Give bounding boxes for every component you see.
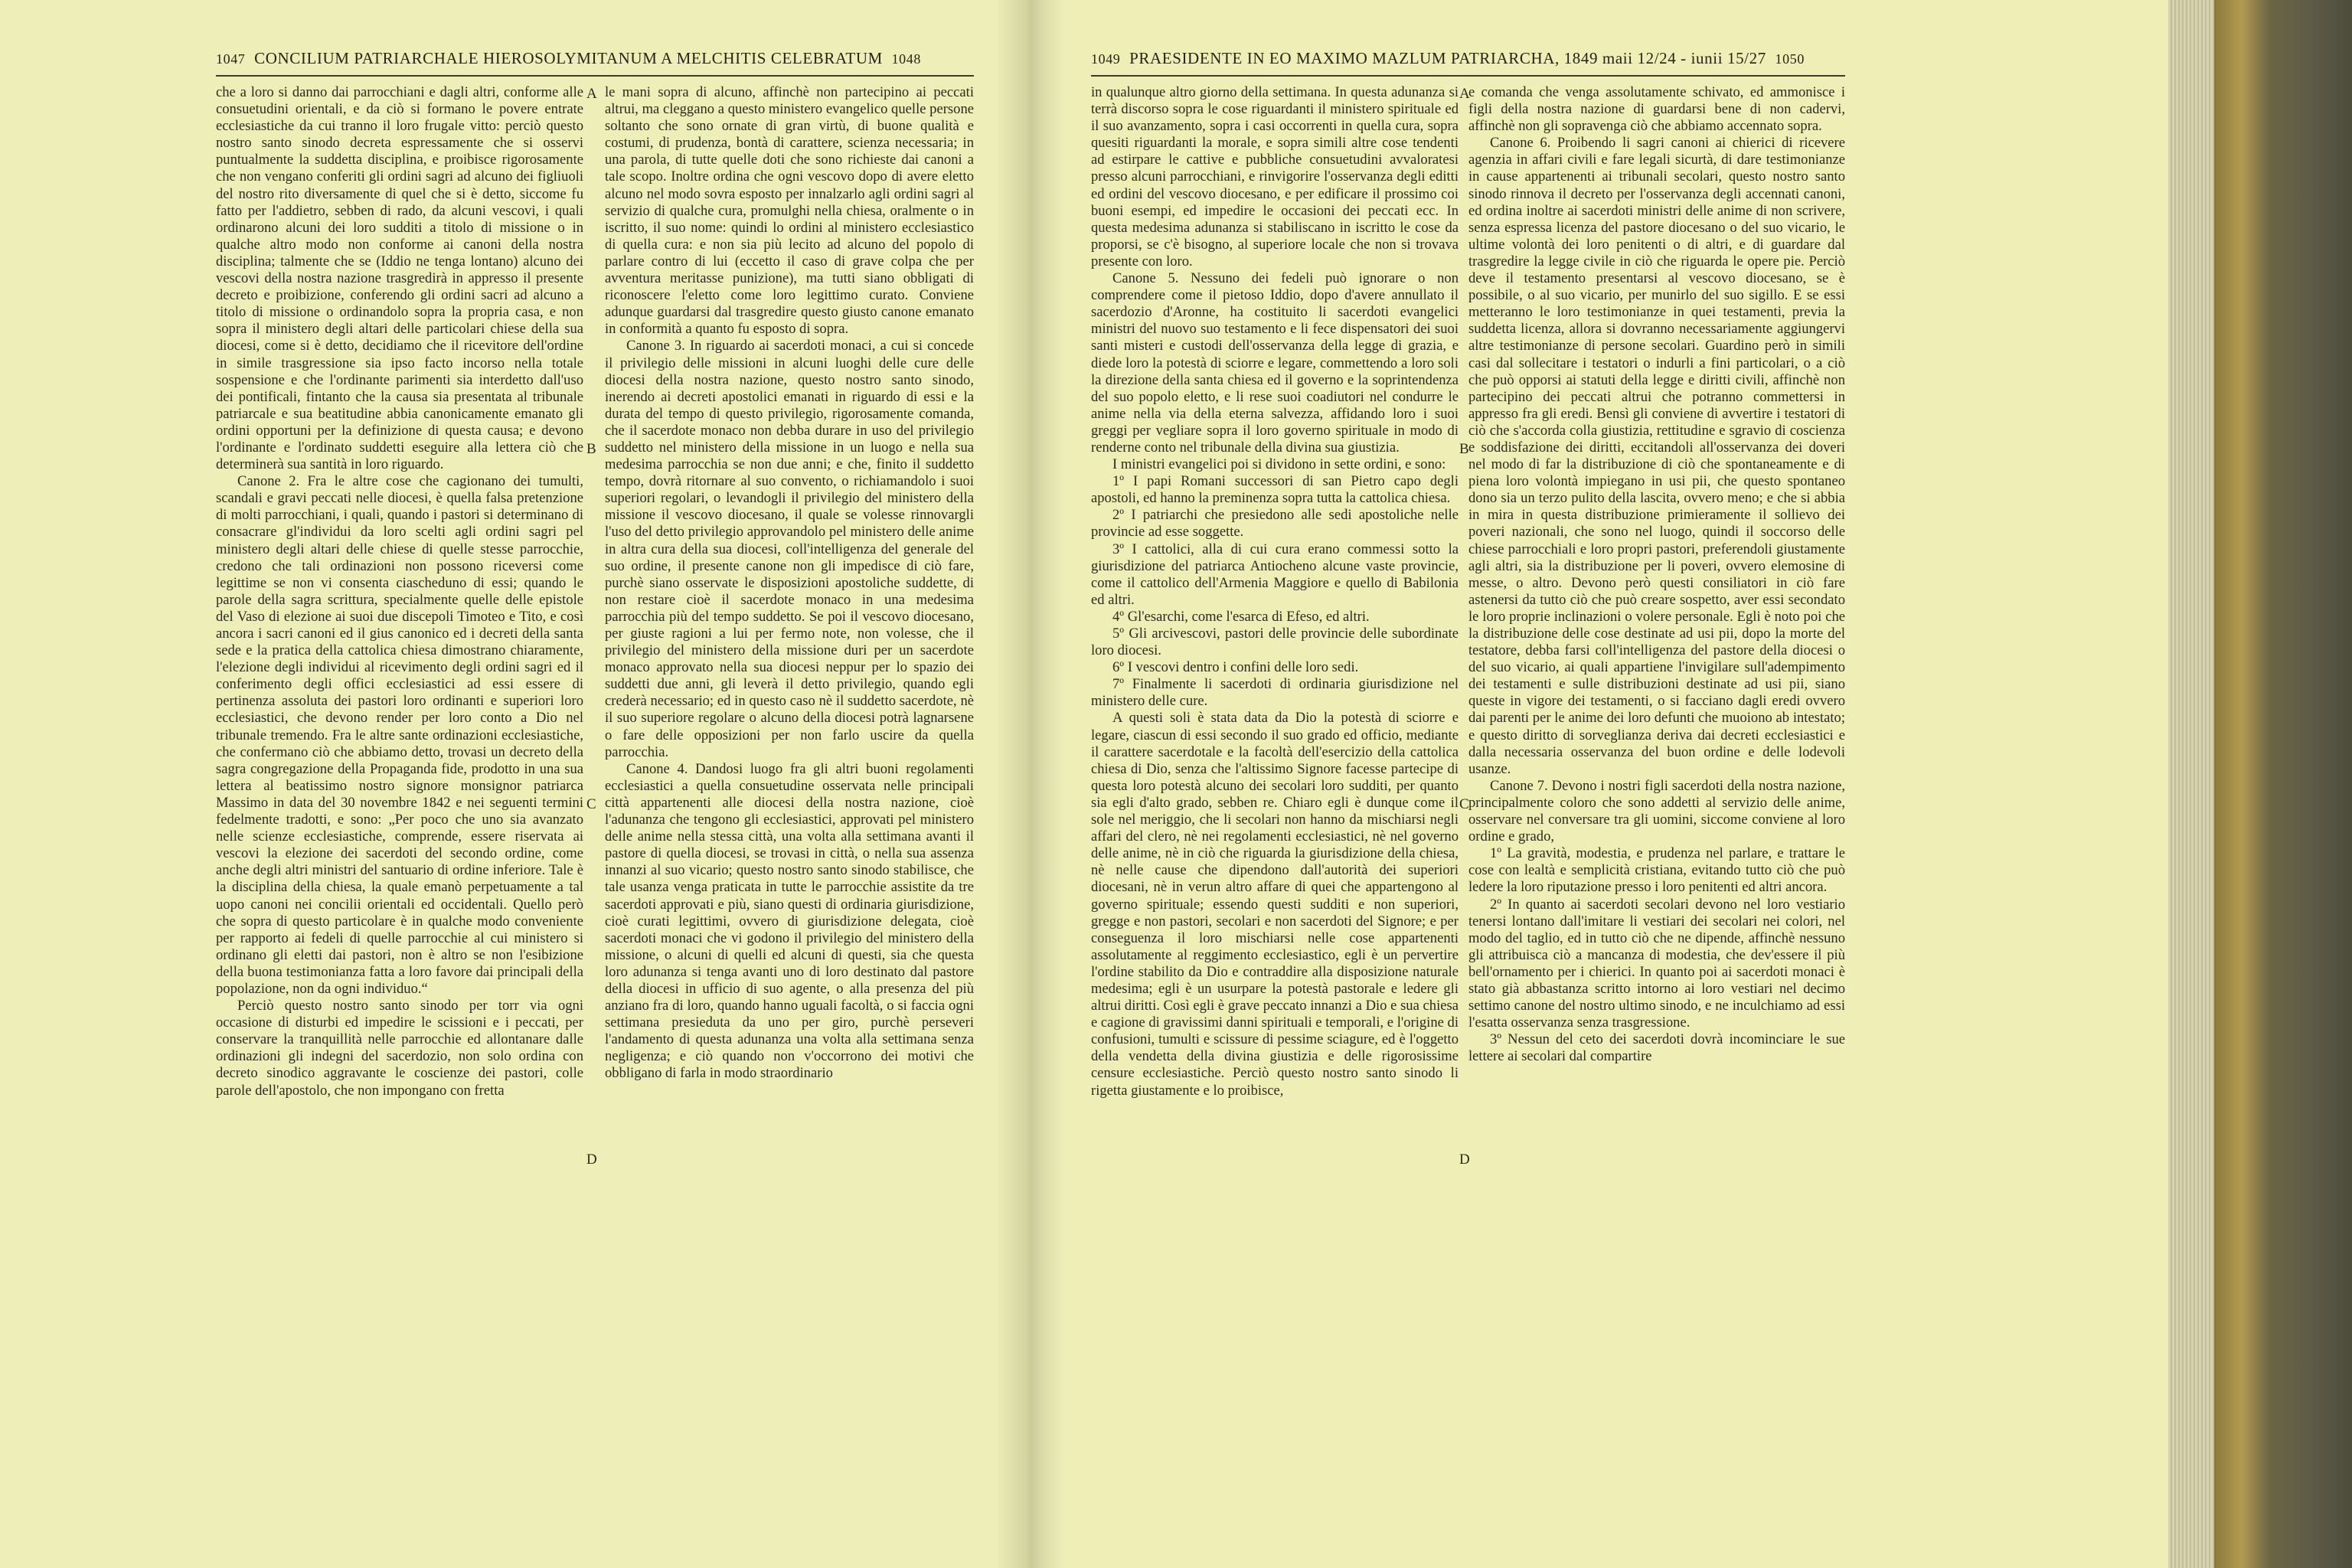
paragraph: Canone 3. In riguardo ai sacerdoti monaci, a cui si concede il privilegio delle missioni in alcuni luoghi delle cure delle diocesi della nostra nazione, questo nostro santo sinodo, inerendo ai decreti apostolici emanati in riguardo di essi e la durata del tempo di questo privilegio, rigorosamente comanda, che il sacerdote monaco non debba durare in uso del privilegio suddetto nel ministero della missione in un luogo e nella sua medesima parrocchia se non due anni; e che, finito il suddetto tempo, dovrà ritornare al suo convento, o richiamandolo i suoi superiori regolari, o levandogli il privilegio del ministero della missione il vescovo diocesano, il quale se volesse rinnovargli l'uso del detto privilegio approvandolo pel ministero delle anime in altra cura della sua diocesi, coll'intelligenza del generale del suo ordine, il presente canone non gli impedisce di ciò fare, purchè siano osservate le disposizioni apostoliche suddette, di non restare cioè il sacerdote monaco in una medesima parrocchia più del tempo suddetto. Se poi il vescovo diocesano, per giuste ragioni a lui per fermo note, non volesse, che il privilegio del ministero della missione duri per un sacerdote monaco approvato nella sua diocesi neppur per lo spazio dei suddetti due anni, gli leverà il detto privilegio, quando egli crederà necessario; ed in questo caso nè il suddetto sacerdote, nè il suo superiore regolare o alcuno della diocesi potrà lagnarsene o fare delle opposizioni per non farlo uscire da quella parrocchia.: [605, 338, 974, 760]
page-number-1048: 1048: [891, 51, 921, 67]
paragraph: 2º In quanto ai sacerdoti secolari devono nel loro vestiario tenersi lontano dall'imitare li vestiari dei secolari nei colori, nel modo del taglio, ed in tutto ciò che ne dipende, affinchè nessuno gli attribuisca ciò a mancanza di modestia, che dev'essere il più bell'ornamento per i chierici. In quanto poi ai sacerdoti monaci è stato già abbastanza scritto intorno ai loro vestiari nel decimo settimo canone del nostro ultimo sinodo, e ne inculchiamo ad essi l'esatta osservanza senza trasgressione.: [1468, 896, 1845, 1031]
right-running-title: PRAESIDENTE IN EO MAXIMO MAZLUM PATRIARCHA, 1849 maii 12/24 - iunii 15/27: [1129, 49, 1766, 67]
paragraph: 3º I cattolici, alla di cui cura erano commessi sotto la giurisdizione del patriarca Antiocheno alcune vaste provincie, come il cattolico dell'Armenia Maggiore e quello di Babilonia ed altri.: [1091, 541, 1459, 608]
margin-marker-a-left: A: [586, 86, 597, 102]
margin-marker-b-right: B: [1459, 441, 1469, 457]
paragraph: 2º I patriarchi che presiedono alle sedi apostoliche nelle provincie ad esse soggette.: [1091, 507, 1459, 541]
margin-marker-a-right: A: [1459, 86, 1470, 102]
paragraph: Canone 5. Nessuno dei fedeli può ignorare o non comprendere come il pietoso Iddio, dopo d'avere annullato il sacerdozio d'Aronne, ha costituito li sacerdoti evangelici ministri del nuovo suo testamento e li fece dispensatori dei suoi santi misteri e custodi dell'osservanza della legge di grazia, e diede loro la potestà di sciorre e legare, commettendo a loro soli la direzione della santa chiesa ed il governo e la soprintendenza del suo popolo eletto, e li rese suoi coadiutori nel condurre le anime nella via della eterna salvezza, affidando loro i suoi greggi per vegliare sopra il loro governo spirituale in modo di renderne conto nel tribunale della divina sua giustizia.: [1091, 270, 1459, 456]
paragraph: in qualunque altro giorno della settimana. In questa adunanza si terrà discorso sopra le cose riguardanti il ministero spirituale ed il suo avanzamento, sopra i casi occorrenti in quella cura, sopra quesiti riguardanti la morale, e sopra simili altre cose tendenti ad estirpare le cattive e pubbliche consuetudini avvaloratesi presso alcuni parrocchiani, e rinvigorire l'osservanza degli editti ed ordini del vescovo diocesano, e per edificare il prossimo coi buoni esempi, ed impedire le occasioni dei peccati ecc. In questa medesima adunanza si stabiliscano in iscritto le cose da proporsi, se c'è bisogno, al superiore locale che non si trovava presente con loro.: [1091, 84, 1459, 270]
page-edges: [2168, 0, 2214, 1568]
paragraph: 1º I papi Romani successori di san Pietro capo degli apostoli, ed hanno la preminenza sopra tutta la cattolica chiesa.: [1091, 473, 1459, 507]
book-cover-edge: [2214, 0, 2352, 1568]
paragraph: A questi soli è stata data da Dio la potestà di sciorre e legare, ciascun di essi secondo il suo grado ed officio, mediante il carattere sacerdotale e la facoltà dell'esercizio della cattolica chiesa di Dio, senza che l'altissimo Signore facesse partecipe di questa loro potestà alcuno dei secolari loro sudditi, per quanto sia egli d'alto grado, sebben re. Chiaro egli è dunque come il sole nel meriggio, che li secolari non hanno da mischiarsi negli affari del clero, nè nei regolamenti ecclesiastici, nè nel governo delle anime, nè in ciò che riguarda la giurisdizione della chiesa, nè nelle cause che dipendono dall'autorità dei superiori diocesani, nè in verun altro affare di quei che appartengono al governo spirituale; essendo questi sudditi e non superiori, gregge e non pastori, secolari e non sacerdoti del Signore; e per conseguenza il loro mischiarsi nelle cose appartenenti assolutamente al reggimento ecclesiastico, egli è un pervertire l'ordine stabilito da Dio e contraddire alla disposizione naturale medesima; egli è un usurpare la potestà pastorale e ledere gli altrui diritti. Così egli è grave peccato innanzi a Dio e sua chiesa e cagione di gravissimi danni spirituali e temporali, e l'origine di confusioni, tumulti e scissure di pessime sciagure, ed è l'oggetto della vendetta della divina giustizia e delle rigorosissime censure ecclesiastiche. Perciò questo nostro santo sinodo li rigetta giustamente e lo proibisce,: [1091, 710, 1459, 1099]
paragraph: che a loro si danno dai parrocchiani e dagli altri, conforme alle consuetudini orientali, e da ciò si formano le povere entrate ecclesiastiche da cui tranno il loro frugale vitto: perciò questo nostro santo sinodo decreta espressamente che si osservi puntualmente la suddetta disciplina, e proibisce rigorosamente che non vengano conferiti gli ordini sagri ad alcuno dei figliuoli del nostro rito diversamente di quel che si è detto, siccome fu fatto per l'addietro, sebben di rado, da alcuni vescovi, i quali ordinarono alcuni dei loro sudditi a titolo di missione o in qualche altro modo non conforme ai canoni della nostra disciplina; talmente che se (Iddio ne tenga lontano) alcuno dei vescovi della nostra nazione trasgredirà in appresso il presente decreto e proibizione, conferendo gli ordini sacri ad alcuno a titolo di missione o ordinandolo sopra la propria casa, e non sopra il ministero degli altari delle particolari chiese della sua diocesi, come si è detto, decidiamo che il ricevitore dell'ordine in simile trasgressione sia ipso facto incorso nella totale sospensione e che l'ordinante parimenti sia interdetto dall'uso dei pontificali, fintanto che la causa sia presentata al tribunale patriarcale e sua beatitudine abbia canonicamente emanato gli ordini opportuni per la definizione di questa causa; e devono l'ordinante e l'ordinato suddetti eseguire alla lettera ciò che determinerà sua santità in loro riguardo.: [216, 84, 583, 473]
paragraph: Canone 2. Fra le altre cose che cagionano dei tumulti, scandali e gravi peccati nelle diocesi, è quella falsa pretenzione di molti parrocchiani, i quali, quando i pastori si determinano di consacrare gl'individui da loro scelti agli ordini sagri pel ministero degli altari delle chiese di quelle stesse parrocchie, credono che tali ordinazioni non possono riceversi come legittime se non vi consenta ciascheduno di essi; quando le parole della sagra scrittura, specialmente quelle delle epistole del Vaso di elezione ai suoi due discepoli Timoteo e Tito, e così ancora i sacri canoni ed il gius canonico ed i decreti della santa sede e la pratica della cattolica chiesa dimostrano chiaramente, l'elezione degli individui al ricevimento degli ordini sagri ed il conferimento degli offici ecclesiastici ad essi essere di pertinenza assoluta dei pastori loro ordinanti e superiori loro ecclesiastici, che devono render per loro conto a Dio nel tribunale tremendo. Fra le altre sante ordinazioni ecclesiastiche, che confermano ciò che abbiamo detto, trovasi un decreto della sagra congregazione della Propaganda fide, prodotto in una sua lettera al beatissimo nostro signore monsignor patriarca Massimo in data del 30 novembre 1842 e nei seguenti termini fedelmente tradotti, e sono: „Per poco che uno sia avanzato nelle scienze ecclesiastiche, comprende, essere riservata ai vescovi la elezione dei sacerdoti del secondo ordine, come anche degli altri ministri del santuario di ordine inferiore. Tale è la disciplina della chiesa, la quale emanò perpetuamente a tal uopo canoni nei concilii orientali ed occidentali. Quello però che sopra di questo particolare è in qualche modo conveniente per rapporto ai fedeli di quelle parrocchie al cui ministero si ordinano gli eletti dai pastori, non è altro se non l'esibizione della buona testimonianza fatta a loro favore dai principali della popolazione, non da ogni individuo.“: [216, 473, 583, 997]
paragraph: 4º Gl'esarchi, come l'esarca di Efeso, ed altri.: [1112, 608, 1370, 625]
right-head-rule: [1091, 75, 1845, 77]
right-column-2: [1468, 84, 1845, 1539]
margin-marker-b-left: B: [586, 441, 596, 457]
paragraph: 1º La gravità, modestia, e prudenza nel parlare, e trattare le cose con lealtà e semplicità cristiana, evitando tutto ciò che può ledere la loro riputazione presso i loro penitenti ed altri ancora.: [1468, 845, 1845, 896]
left-column-1: [216, 84, 583, 1539]
paragraph: 6º I vescovi dentro i confini delle loro sedi.: [1112, 659, 1359, 676]
page-number-1047: 1047: [216, 51, 246, 67]
paragraph: Canone 4. Dandosi luogo fra gli altri buoni regolamenti ecclesiastici a quella consuetudine osservata nelle principali città appartenenti alle diocesi della nostra nazione, cioè l'adunanza che tengono gli ecclesiastici, approvati pel ministero delle anime nella stessa città, una volta alla settimana avanti il pastore di quella diocesi, se trovasi in città, o nella sua assenza innanzi al suo vicario; questo nostro santo sinodo stabilisce, che tale usanza venga praticata in tutte le parrocchie assistite da tre sacerdoti approvati e più, siano questi di ordinaria giurisdizione, cioè curati legittimi, ovvero di giurisdizione delegata, cioè sacerdoti monaci che vi godono il privilegio del ministero della missione, o alcuni di quelli ed alcuni di questi, sia che questa loro adunanza si tenga avanti uno di loro destinato dal pastore della diocesi in ufficio di suo agente, o alla presenza del più anziano fra di loro, quando hanno uguali facoltà, o si faccia ogni settimana presieduta da uno per giro, purchè perseveri l'andamento di questa adunanza una volta alla settimana senza negligenza; e ciò quando non v'occorrono dei motivi che obbligano di farla in modo straordinario: [605, 760, 974, 1082]
paragraph: 3º Nessun del ceto dei sacerdoti dovrà incominciare le sue lettere ai secolari dal compartire: [1468, 1031, 1845, 1065]
paragraph: 5º Gli arcivescovi, pastori delle provincie delle subordinate loro diocesi.: [1091, 626, 1459, 659]
book-gutter: [995, 0, 1064, 1568]
paragraph: I ministri evangelici poi si dividono in sette ordini, e sono:: [1112, 456, 1446, 473]
page-number-1049: 1049: [1091, 51, 1121, 67]
paragraph: e comanda che venga assolutamente schivato, ed ammonisce i figli della nostra nazione di guardarsi bene di non cadervi, affinchè non gli sopravenga ciò che abbiamo accennato sopra.: [1468, 84, 1845, 135]
left-running-title: CONCILIUM PATRIARCHALE HIEROSOLYMITANUM A MELCHITIS CELEBRATUM: [254, 49, 883, 67]
margin-marker-c-left: C: [586, 796, 596, 812]
right-column-1: [1091, 84, 1459, 1539]
right-running-head: [1091, 49, 1805, 72]
paragraph: Canone 7. Devono i nostri figli sacerdoti della nostra nazione, principalmente coloro che sono addetti al servizio delle anime, osservare nel conversare tra gli uomini, siccome conviene al loro ordine e grado,: [1468, 777, 1845, 845]
left-column-2: [605, 84, 974, 1539]
left-head-rule: [216, 75, 974, 77]
paragraph: Canone 6. Proibendo li sagri canoni ai chierici di ricevere agenzia in affari civili e fare legali sicurtà, di dare testimonianze in cause appartenenti ai tribunali secolari, questo nostro santo sinodo rinnova il decreto per l'osservanza degli accennati canoni, ed ordina inoltre ai sacerdoti ministri delle anime di non scrivere, senza espressa licenza del pastore diocesano o del suo vicario, le ultime volontà dei loro penitenti o di altri, e di guardare dal trasgredire la legge civile in ciò che riguarda le opere pie. Perciò deve il testamento presentarsi al vescovo diocesano, se è possibile, o al suo vicario, per munirlo del suo sigillo. E se essi metteranno le loro testimonianze in quei testamenti, previa la suddetta licenza, allora si dovranno necessariamente aggiungervi altre testimonianze di persone secolari. Guardino però in simili casi dal sollecitare i testatori o indurli a fini particolari, o a ciò che può opporsi ai statuti della legge e diritti civili, affinchè non partecipino dei peccati altrui che potranno commettersi in appresso fra gli eredi. Bensì gli conviene di avvertire i testatori di ciò che s'accorda colla giustizia, rettitudine e sgravio di coscienza e soddisfazione dei diritti, eccitandoli all'osservanza dei doveri nel modo di far la distribuzione di ciò che spontaneamente e di piena loro volontà impiegano in usi pii, che questo spontaneo dono sia un terzo pulito della lascita, ovvero meno; e che si abbia in mira in questa distribuzione primieramente il sollievo dei poveri nazionali, che sono nel luogo, quindi il soccorso delle chiese parrocchiali e loro propri pastori, preferendoli giustamente agli altri, sia la distribuzione per li poveri, ovvero elemosine di messe, o altro. Devono però questi consiliatori in ciò fare astenersi da tutto ciò che può creare sospetto, aver essi secondato le loro proprie inclinazioni o volere personale. Egli è noto poi che la distribuzione delle cose destinate ad usi pii, dopo la morte del testatore, debba farsi coll'intelligenza del pastore della diocesi o del suo vicario, ai quali appartiene l'invigilare sull'adempimento dei testamenti e sulle distribuzioni destinate ad usi pii, siano queste in vigore dei testamenti, o si facciano dagli eredi ovvero dai parenti per le anime dei loro defunti che muoiono ab intestato; e questo diritto di sorveglianza deriva dai decreti ecclesiastici e dalla necessaria osservanza del buon ordine e delle lodevoli usanze.: [1468, 135, 1845, 777]
paragraph: Perciò questo nostro santo sinodo per torr via ogni occasione di disturbi ed impedire le scissioni e i peccati, per conservare la tranquillità nelle parrocchie ed allontanare dalle ordinazioni gli indegni del sacerdozio, non solo ordina con decreto sinodico aggravante le coscienze dei pastori, colle parole dell'apostolo, che non impongano con fretta: [216, 998, 583, 1099]
margin-marker-d-left: D: [586, 1152, 597, 1168]
paragraph: le mani sopra di alcuno, affinchè non partecipino ai peccati altrui, ma cleggano a questo ministero evangelico quelle persone soltanto che sono ornate di gran virtù, di buone qualità e costumi, di prudenza, bontà di carattere, scienza necessaria; in una parola, di tutte quelle doti che sono richieste dai canoni a tale scopo. Inoltre ordina che ogni vescovo dopo di avere eletto alcuno nel modo sovra esposto per innalzarlo agli ordini sagri al servizio di qualche cura, promulghi nella chiesa, oralmente o in iscritto, il suo nome: quindi lo ordini al ministero ecclesiastico di quella cura: e non sia più lecito ad alcuno del popolo di parlare contro di lui (eccetto il caso di grave colpa che per avventura meritasse punizione), ma tutti siano obbligati di riconoscere l'eletto come loro legittimo curato. Conviene adunque guardarsi dal trasgredire questo giusto canone emanato in conformità a quanto fu esposto di sopra.: [605, 84, 974, 338]
margin-marker-c-right: C: [1459, 796, 1469, 812]
page-number-1050: 1050: [1775, 51, 1805, 67]
left-running-head: [216, 49, 921, 72]
paragraph: 7º Finalmente li sacerdoti di ordinaria giurisdizione nel ministero delle cure.: [1091, 676, 1459, 710]
margin-marker-d-right: D: [1459, 1152, 1470, 1168]
